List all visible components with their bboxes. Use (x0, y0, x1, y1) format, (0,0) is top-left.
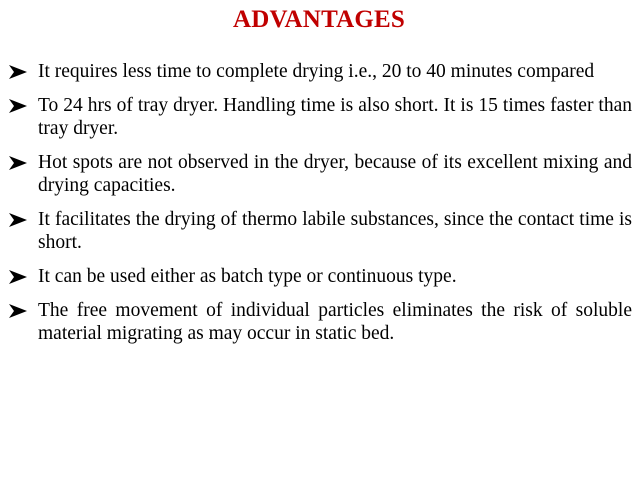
list-item (8, 151, 632, 197)
list-item (8, 208, 632, 254)
advantages-list (8, 60, 632, 356)
list-item (8, 265, 632, 288)
bullet-text: The free movement of individual particles eliminates the risk of soluble material migrating as may occur in static bed. (38, 300, 632, 344)
slide-title: ADVANTAGES (233, 6, 405, 33)
bullet-text: To 24 hrs of tray dryer. Handling time is also short. It is 15 times faster than tray dryer. (38, 95, 632, 139)
bullet-text: It requires less time to complete drying i.e., 20 to 40 minutes compared (38, 61, 595, 82)
bullet-text: Hot spots are not observed in the dryer, because of its excellent mixing and drying capacities. (38, 152, 632, 196)
bullet-text: It facilitates the drying of thermo labile substances, since the contact time is short. (38, 209, 632, 253)
arrowhead-bullet-icon (8, 155, 28, 171)
list-item (8, 94, 632, 140)
list-item (8, 299, 632, 345)
arrowhead-bullet-icon (8, 64, 28, 80)
arrowhead-bullet-icon (8, 269, 28, 285)
arrowhead-bullet-icon (8, 98, 28, 114)
arrowhead-bullet-icon (8, 212, 28, 228)
bullet-text: It can be used either as batch type or continuous type. (38, 266, 457, 287)
arrowhead-bullet-icon (8, 303, 28, 319)
list-item (8, 60, 632, 83)
